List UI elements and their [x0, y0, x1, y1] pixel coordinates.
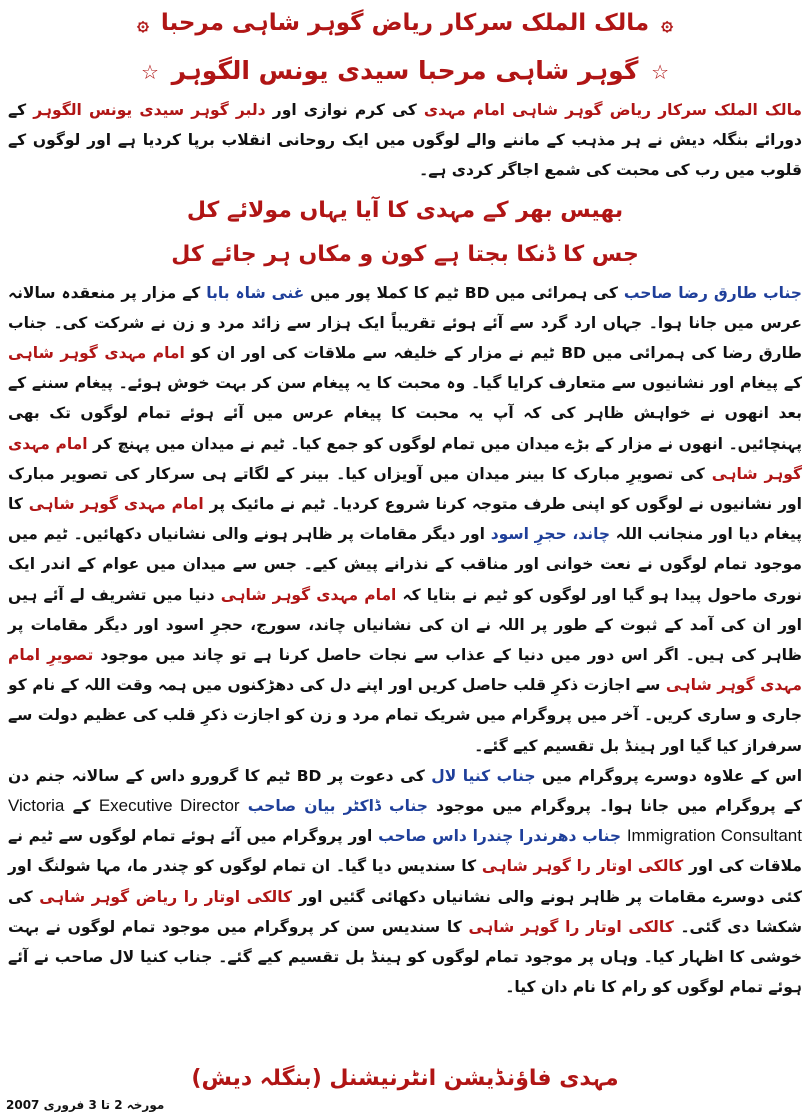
intro-highlight-2: دلبر گوہر سیدی یونس الگوہر — [33, 101, 266, 119]
body-text: دنیا میں تشریف لے آئے ہیں اور ان کی آمد کے ثبوت کے طور پر اللہ نے ان کی نشانیاں چاند، سورج، حجرِ اسود اور دیگر مقامات پر ظاہر کی ہیں۔ اگر اس دور میں دنیا کے عذاب سے نجات حاصل کرنا ہے تو چاند میں موجود — [8, 585, 802, 665]
star-right-icon: ☆ — [651, 60, 670, 84]
name-dr-bayan: جناب ڈاکٹر بیان صاحب — [247, 797, 428, 816]
name-ghani-shah-baba: غنی شاہ بابا — [206, 283, 305, 302]
body-text: سے اجازت ذکرِ قلب حاصل کریں اور اپنے دل کی دھڑکنوں میں ہمہ وقت اللہ کے نام کو جاری و ساری کریں۔ آخر میں پروگرام میں شریک تمام مرد و زن کو اجازت ذکرِ قلب کی عظیم دولت سے سرفراز کیا گیا اور ہینڈ بل تقسیم کیے گئے۔ — [8, 676, 802, 755]
body-text: اس کے علاوہ دوسرے پروگرام میں — [535, 766, 803, 785]
body-text: اور پروگرام میں آئے ہوئے تمام لوگوں سے ٹیم نے ملاقات کی اور — [8, 827, 802, 876]
highlight-image-imam-mehdi: تصویرِ امام مہدی گوہر شاہی — [8, 646, 802, 695]
intro-text-1: کی کرم نوازی اور — [265, 101, 424, 119]
body-text: کا سندیس دیا گیا۔ ان تمام لوگوں کو چندر ما، مہا شولنگ اور کئی دوسرے مقامات پر ظاہر ہونے والی نشانیاں دکھائی گئیں اور — [8, 857, 803, 906]
body-paragraph-2 — [8, 761, 802, 1003]
highlight-imam-mehdi: امام مہدی گوہر شاہی — [220, 585, 397, 604]
intro-highlight-1: مالک الملک سرکار ریاض گوہر شاہی امام مہدی — [423, 101, 803, 119]
body-paragraph-1 — [8, 278, 802, 761]
star-left-icon: ☆ — [140, 60, 159, 84]
highlight-imam-mehdi: امام مہدی گوہر شاہی — [28, 495, 204, 514]
highlight-kalki-avatar: کالکی اوتار را ریاض گوہر شاہی — [39, 887, 293, 906]
name-dharendra-chandra-das: جناب دھرندرا چندرا داس صاحب — [378, 827, 622, 846]
title-line-2 — [8, 54, 802, 89]
body-text: کی تصویرِ مبارک کا بینر میدان میں آویزاں کیا۔ بینر کے لگاتے ہی سرکار کی تصویر مبارک اور نشانیوں نے لوگوں کو اپنی طرف متوجہ کرنا شروع کردیا۔ ٹیم نے مائیک پر — [8, 464, 802, 514]
name-tariq-raza: جناب طارق رضا صاحب — [623, 283, 802, 302]
highlight-kalki-avatar: کالکی اوتار را گوہر شاہی — [468, 917, 674, 936]
intro-text-2: کے دورائے بنگلہ دیش نے ہر مذہب کے ماننے والے لوگوں میں ایک روحانی انقلاب برپا کردیا ہے اور لوگوں کے قلوب میں رب کی محبت کی شمع اجاگر کردی ہے۔ — [8, 101, 802, 180]
body-text: کی شکشا دی گئی۔ — [8, 887, 802, 936]
title-text-2: گوہر شاہی مرحبا سیدی یونس الگوہر — [171, 56, 639, 85]
organization-title: مہدی فاؤنڈیشن انٹرنیشنل (بنگلہ دیش) — [191, 1066, 619, 1091]
date-label: مورخہ 2 تا 3 فروری 2007 — [6, 1098, 165, 1112]
english-org-name: Victoria Immigration Consultant — [8, 796, 802, 846]
body-text: کا پیغام دیا اور منجانب اللہ — [8, 495, 802, 544]
highlight-imam-mehdi: امام مہدی گوہر شاہی — [8, 434, 802, 483]
body-text: کے — [64, 797, 99, 816]
title-line-1 — [8, 8, 802, 38]
body-text: کی ہمرائی میں BD ٹیم کا کملا پور میں — [304, 283, 624, 302]
intro-paragraph — [8, 95, 802, 186]
ornament-right-icon: ۞ — [661, 11, 673, 35]
highlight-imam-mehdi: امام مہدی گوہر شاہی — [8, 344, 185, 363]
body-text: کے پیغام اور نشانیوں سے متعارف کرایا گیا۔ وہ محبت کا یہ پیغام سن کر بہت خوش ہوئے۔ پیغام سننے کے بعد انھوں نے خواہش ظاہر کی کہ آپ یہ محبت کا پیغام عرس میں آئے ہوئے تمام لوگوں تک بھی پہنچائیں۔ انھوں نے مزار کے بڑے میدان میں تمام لوگوں کو جمع کیا۔ ٹیم نے میدان میں پہنچ کر — [8, 374, 802, 453]
body-text: اور دیگر مقامات پر ظاہر ہونے والی نشانیاں دکھائیں۔ ٹیم میں موجود تمام لوگوں نے نعت خوانی اور مناقب کے نذرانے پیش کیے۔ جس سے میدان میں عوام کے اندر ایک نوری ماحول پیدا ہو گیا اور لوگوں کو ٹیم نے بتایا کہ — [8, 525, 802, 604]
ornament-left-icon: ۞ — [137, 11, 149, 35]
body-text: کی دعوت پر BD ٹیم کا گرورو داس کے سالانہ جنم دن کے پروگرام میں جانا ہوا۔ پروگرام میں موجود — [8, 766, 802, 816]
highlight-moon-black-stone: چاند، حجرِ اسود — [490, 525, 611, 544]
verse-line-2: جس کا ڈنکا بجتا ہے کون و مکاں ہر جائے کل — [171, 241, 639, 267]
body-text: کا سندیس سن کر پروگرام میں موجود تمام لوگوں نے بہت خوشی کا اظہار کیا۔ وہاں پر موجود تمام لوگوں کو ہینڈ بل تقسیم کیے گئے۔ جناب کنیا لال صاحب نے آئے ہوئے تمام لوگوں کو رام کا نام دان کیا۔ — [8, 917, 802, 997]
name-kanaya-lal: جناب کنیا لال — [431, 766, 536, 785]
verse-line-1: بھیس بھر کے مہدی کا آیا یہاں مولائے کل — [186, 197, 624, 223]
english-title-director: Executive Director — [98, 796, 240, 816]
body-text: کے مزار پر منعقدہ سالانہ عرس میں جانا ہوا۔ جہاں ارد گرد سے آئے ہوئے تقریباً ایک ہزار سے زائد مرد و زن نے شرکت کی۔ جناب طارق رضا کی ہمرائی میں BD ٹیم نے مزار کے خلیفہ سے ملاقات کی اور ان کو — [8, 283, 802, 363]
title-text-1: مالک الملک سرکار ریاض گوہر شاہی مرحبا — [160, 10, 650, 36]
highlight-kalki-avatar: کالکی اوتار را گوہر شاہی — [481, 857, 684, 876]
